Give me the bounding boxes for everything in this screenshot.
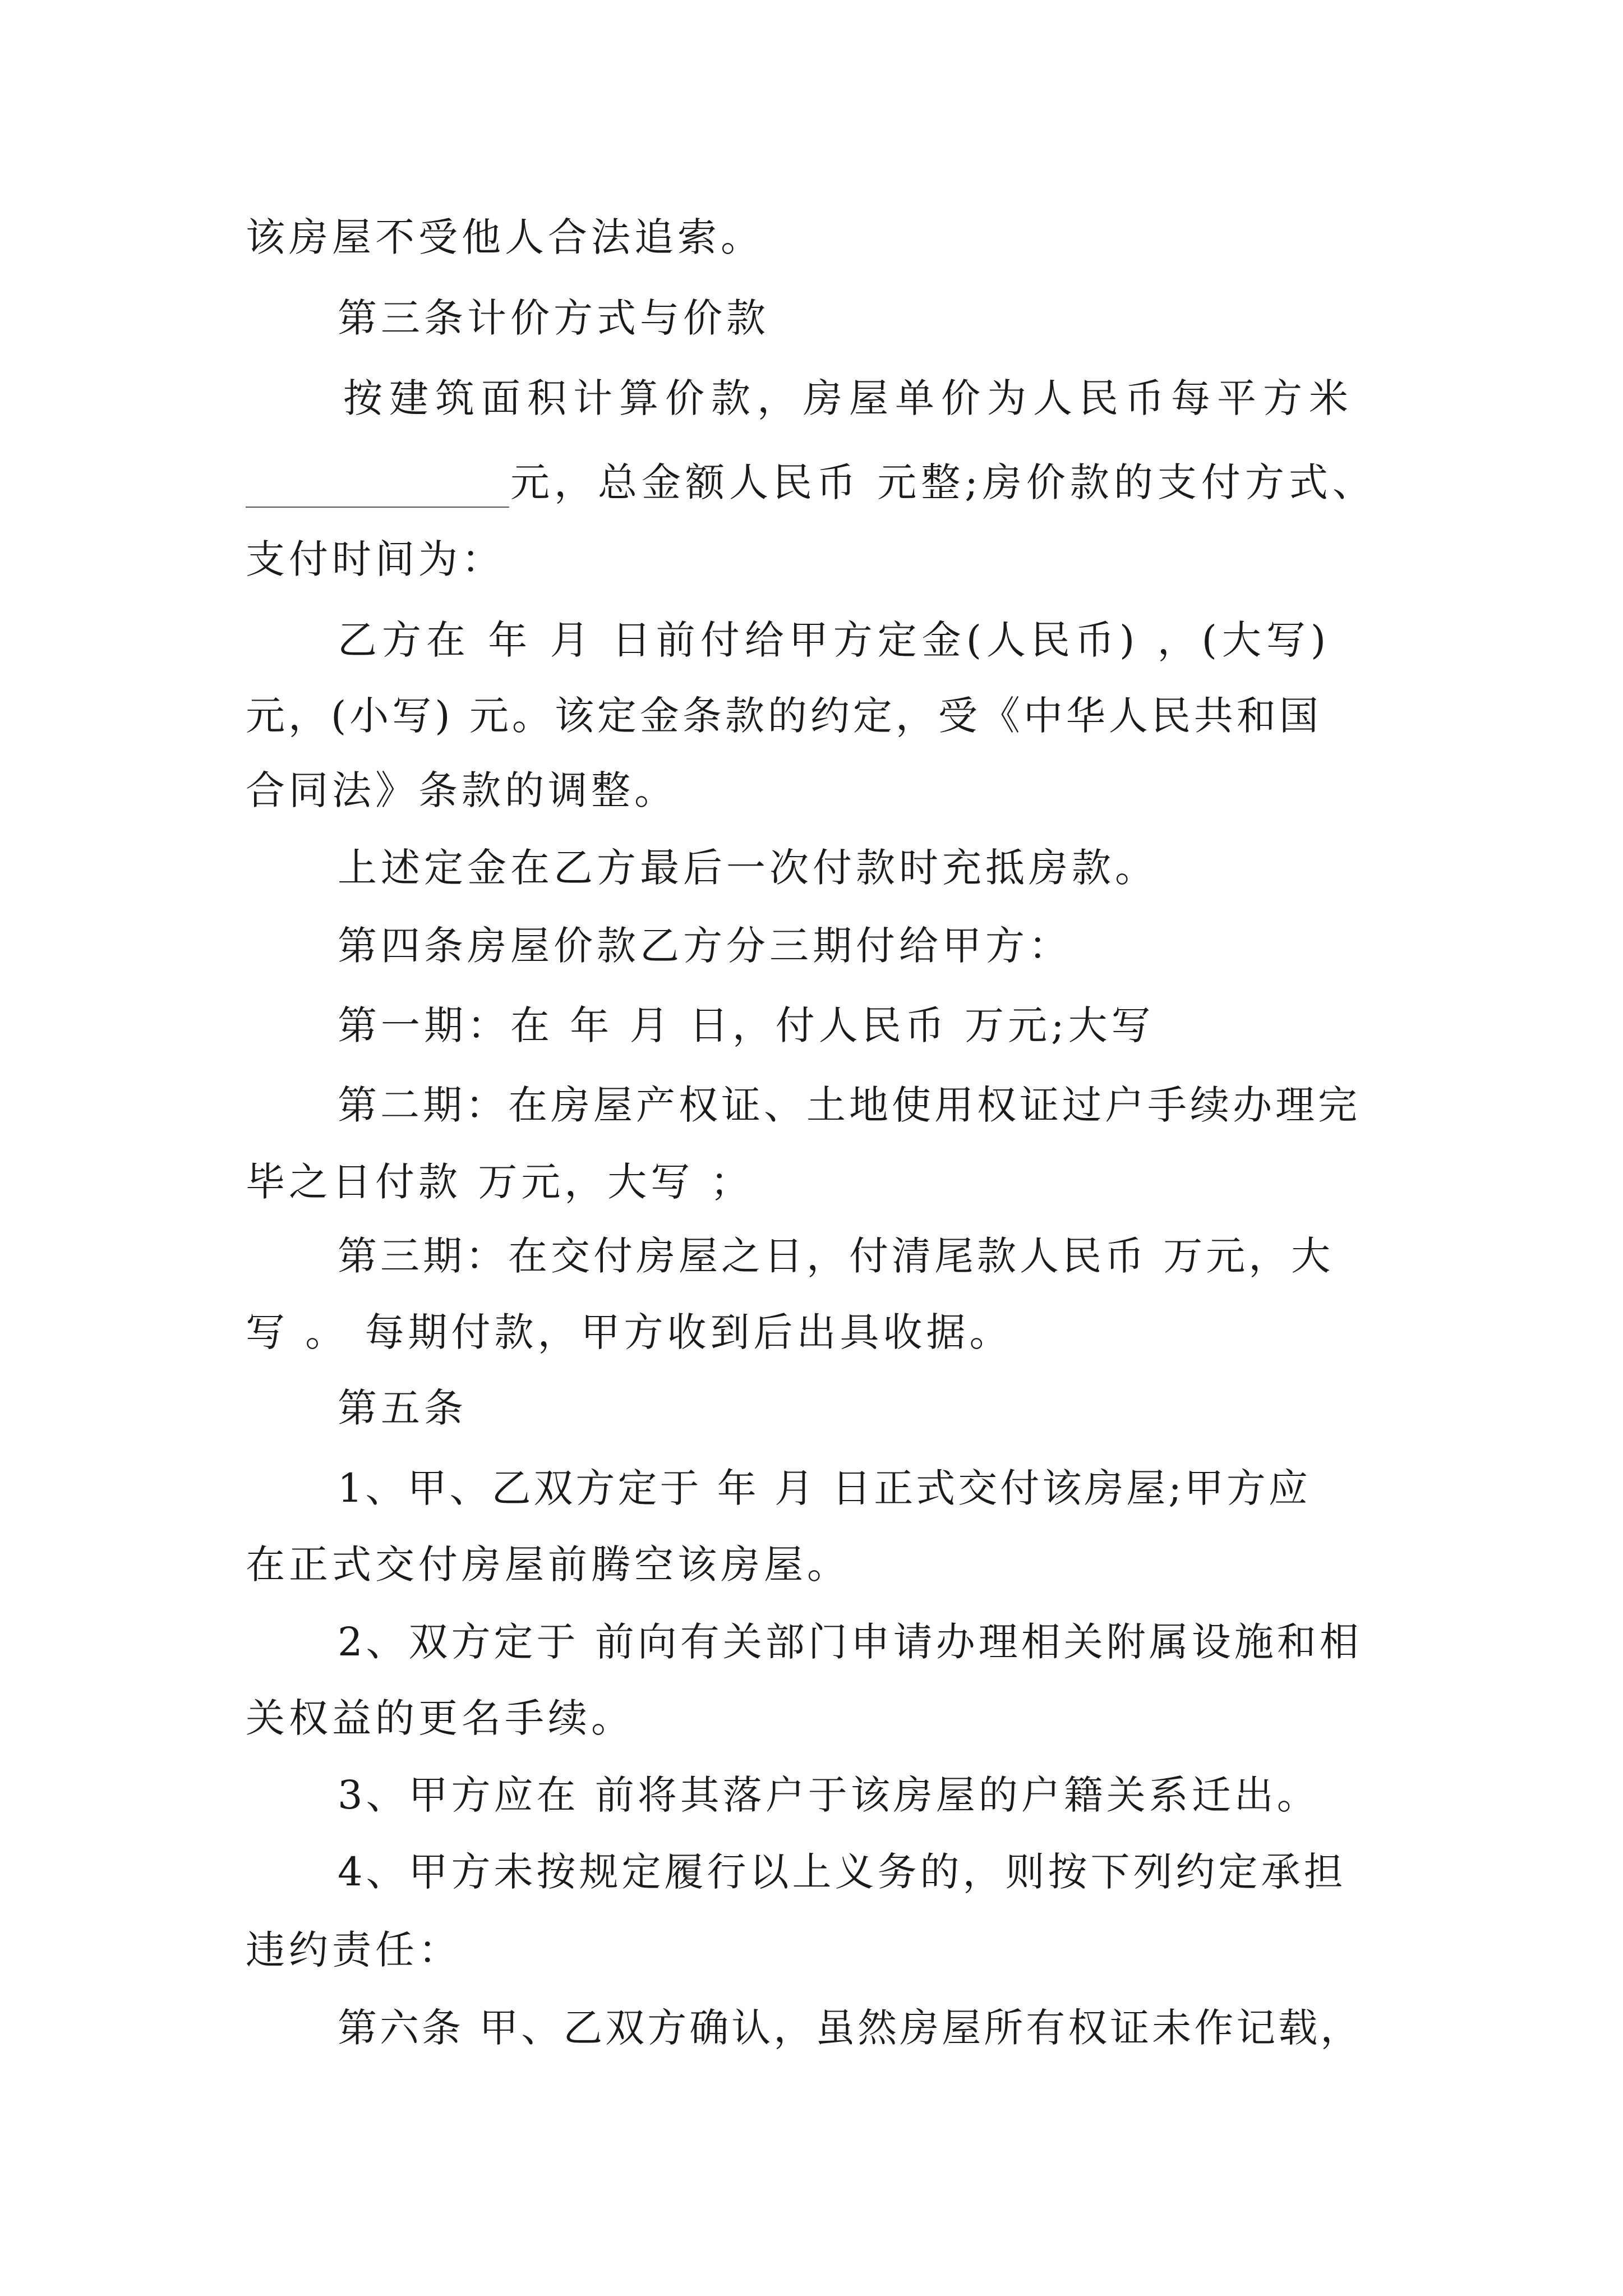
fill-in-blank [246,473,509,508]
article-6-heading: 第六条 甲、乙双方确认，虽然房屋所有权证未作记载， [338,2005,1363,2051]
article-5-item-2: 2、双方定于 前向有关部门申请办理相关附属设施和相 [338,1619,1362,1665]
text-line-20: 关权益的更名手续。 [246,1695,634,1741]
article-5-item-3: 3、甲方应在 前将其落户于该房屋的户籍关系迁出。 [338,1772,1320,1818]
text-line-1: 该房屋不受他人合法追索。 [246,214,764,260]
text-line-18: 在正式交付房屋前腾空该房屋。 [246,1542,850,1588]
payment-phase-3: 第三期：在交付房屋之日，付清尾款人民币 万元，大 [338,1233,1334,1279]
text-line-5: 支付时间为： [246,536,505,582]
text-line-7: 元，(小写) 元。该定金条款的约定，受《中华人民共和国 [246,693,1322,739]
payment-phase-2: 第二期：在房屋产权证、土地使用权证过户手续办理完 [338,1082,1361,1128]
article-5-item-4: 4、甲方未按规定履行以上义务的，则按下列约定承担 [338,1849,1347,1895]
text-line-9: 上述定金在乙方最后一次付款时充抵房款。 [338,845,1158,891]
text-line-4-text: 元，总金额人民币 元整;房价款的支付方式、 [510,459,1376,505]
payment-phase-1: 第一期：在 年 月 日，付人民币 万元;大写 [338,1002,1155,1048]
article-5-item-1: 1、甲、乙双方定于 年 月 日正式交付该房屋;甲方应 [338,1465,1311,1511]
article-3-heading: 第三条计价方式与价款 [338,295,769,341]
article-4-heading: 第四条房屋价款乙方分三期付给甲方： [338,923,1072,969]
text-line-23: 违约责任： [246,1927,462,1973]
text-line-4 [246,457,1376,508]
text-line-6: 乙方在 年 月 日前付给甲方定金(人民币) ，(大写) [338,617,1331,663]
text-line-8: 合同法》条款的调整。 [246,767,677,813]
article-5-heading: 第五条 [338,1385,467,1431]
text-line-15: 写 。 每期付款，甲方收到后出具收据。 [246,1309,1013,1355]
text-line-3: 按建筑面积计算价款，房屋单价为人民币每平方米 [343,375,1355,421]
text-line-13: 毕之日付款 万元，大写 ； [246,1159,754,1205]
